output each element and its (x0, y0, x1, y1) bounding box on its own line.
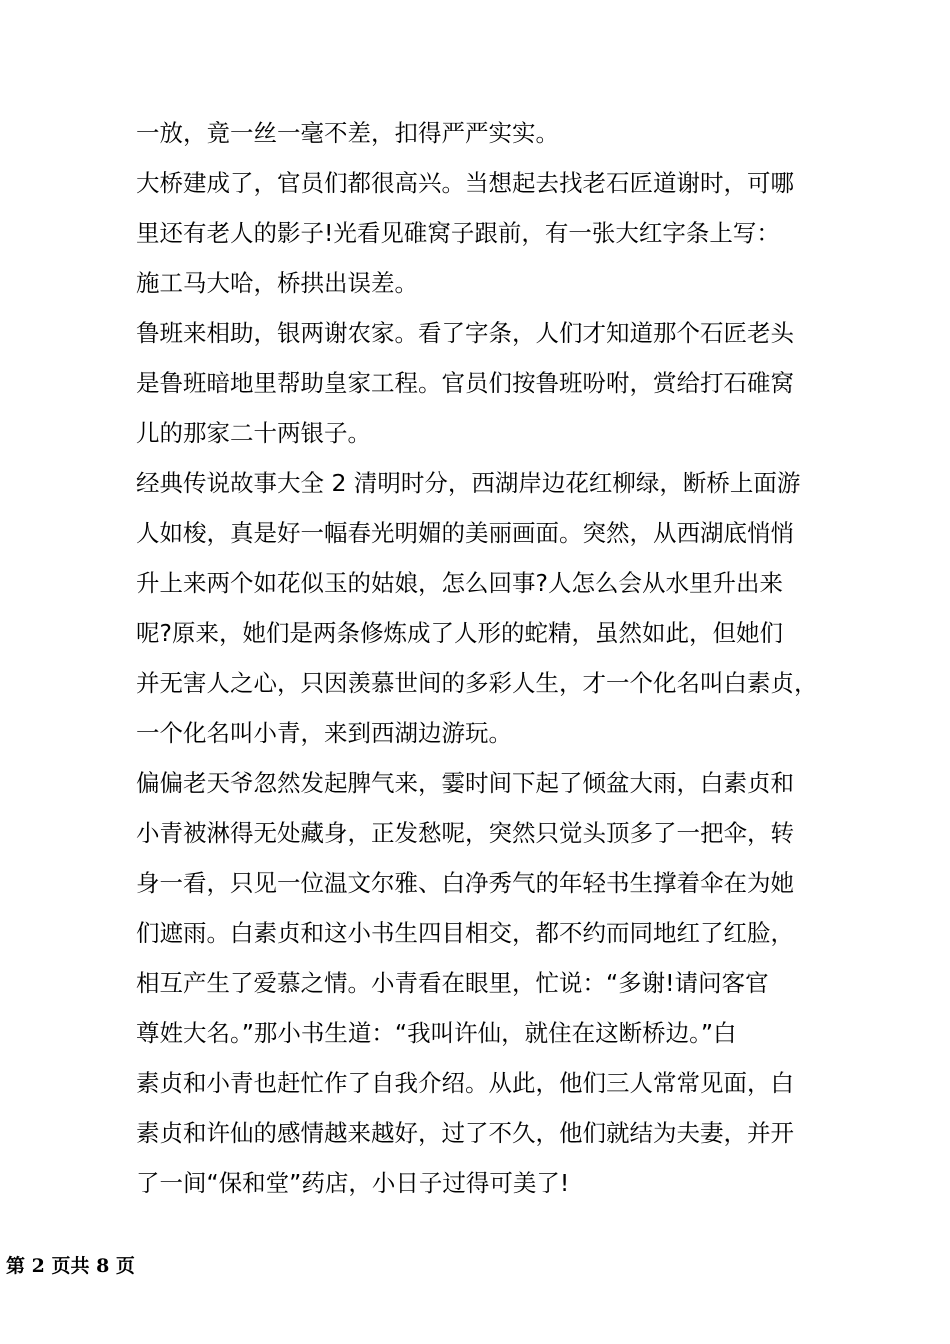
text-line: 素贞和小青也赶忙作了自我介绍。从此，他们三人常常见面，白 (136, 1069, 794, 1097)
text-line: 人如梭，真是好一幅春光明媚的美丽画面。突然，从西湖底悄悄 (136, 519, 794, 547)
text-line: 儿的那家二十两银子。 (136, 419, 371, 447)
text-line: 小青被淋得无处藏身，正发愁呢，突然只觉头顶多了一把伞，转 (136, 819, 794, 847)
text-line: 呢?原来，她们是两条修炼成了人形的蛇精，虽然如此，但她们 (136, 619, 783, 647)
text-line: 素贞和许仙的感情越来越好，过了不久，他们就结为夫妻，并开 (136, 1119, 794, 1147)
document-body (136, 108, 836, 1208)
text-line: 偏偏老天爷忽然发起脾气来，霎时间下起了倾盆大雨，白素贞和 (136, 769, 794, 797)
text-line: 们遮雨。白素贞和这小书生四目相交，都不约而同地红了红脸， (136, 919, 794, 947)
text-line: 一放，竟一丝一毫不差，扣得严严实实。 (136, 119, 559, 147)
text-line: 大桥建成了，官员们都很高兴。当想起去找老石匠道谢时，可哪 (136, 169, 794, 197)
text-line: 经典传说故事大全 2 清明时分，西湖岸边花红柳绿，断桥上面游 (136, 469, 801, 497)
text-line: 是鲁班暗地里帮助皇家工程。官员们按鲁班吩咐，赏给打石碓窝 (136, 369, 794, 397)
text-line: 了一间“保和堂”药店，小日子过得可美了! (136, 1169, 570, 1197)
page-number-footer: 第 2 页共 8 页 (6, 1255, 135, 1277)
text-line: 里还有老人的影子!光看见碓窝子跟前，有一张大红字条上写： (136, 219, 780, 247)
text-line: 施工马大哈，桥拱出误差。 (136, 269, 418, 297)
text-line: 升上来两个如花似玉的姑娘，怎么回事?人怎么会从水里升出来 (136, 569, 783, 597)
text-line: 相互产生了爱慕之情。小青看在眼里，忙说：“多谢!请问客官 (136, 969, 769, 997)
text-line: 一个化名叫小青，来到西湖边游玩。 (136, 719, 512, 747)
text-line: 并无害人之心，只因羡慕世间的多彩人生，才一个化名叫白素贞， (136, 669, 818, 697)
text-line: 鲁班来相助，银两谢农家。看了字条，人们才知道那个石匠老头 (136, 319, 794, 347)
text-line: 身一看，只见一位温文尔雅、白净秀气的年轻书生撑着伞在为她 (136, 869, 794, 897)
text-line: 尊姓大名。”那小书生道：“我叫许仙，就住在这断桥边。”白 (136, 1019, 737, 1047)
